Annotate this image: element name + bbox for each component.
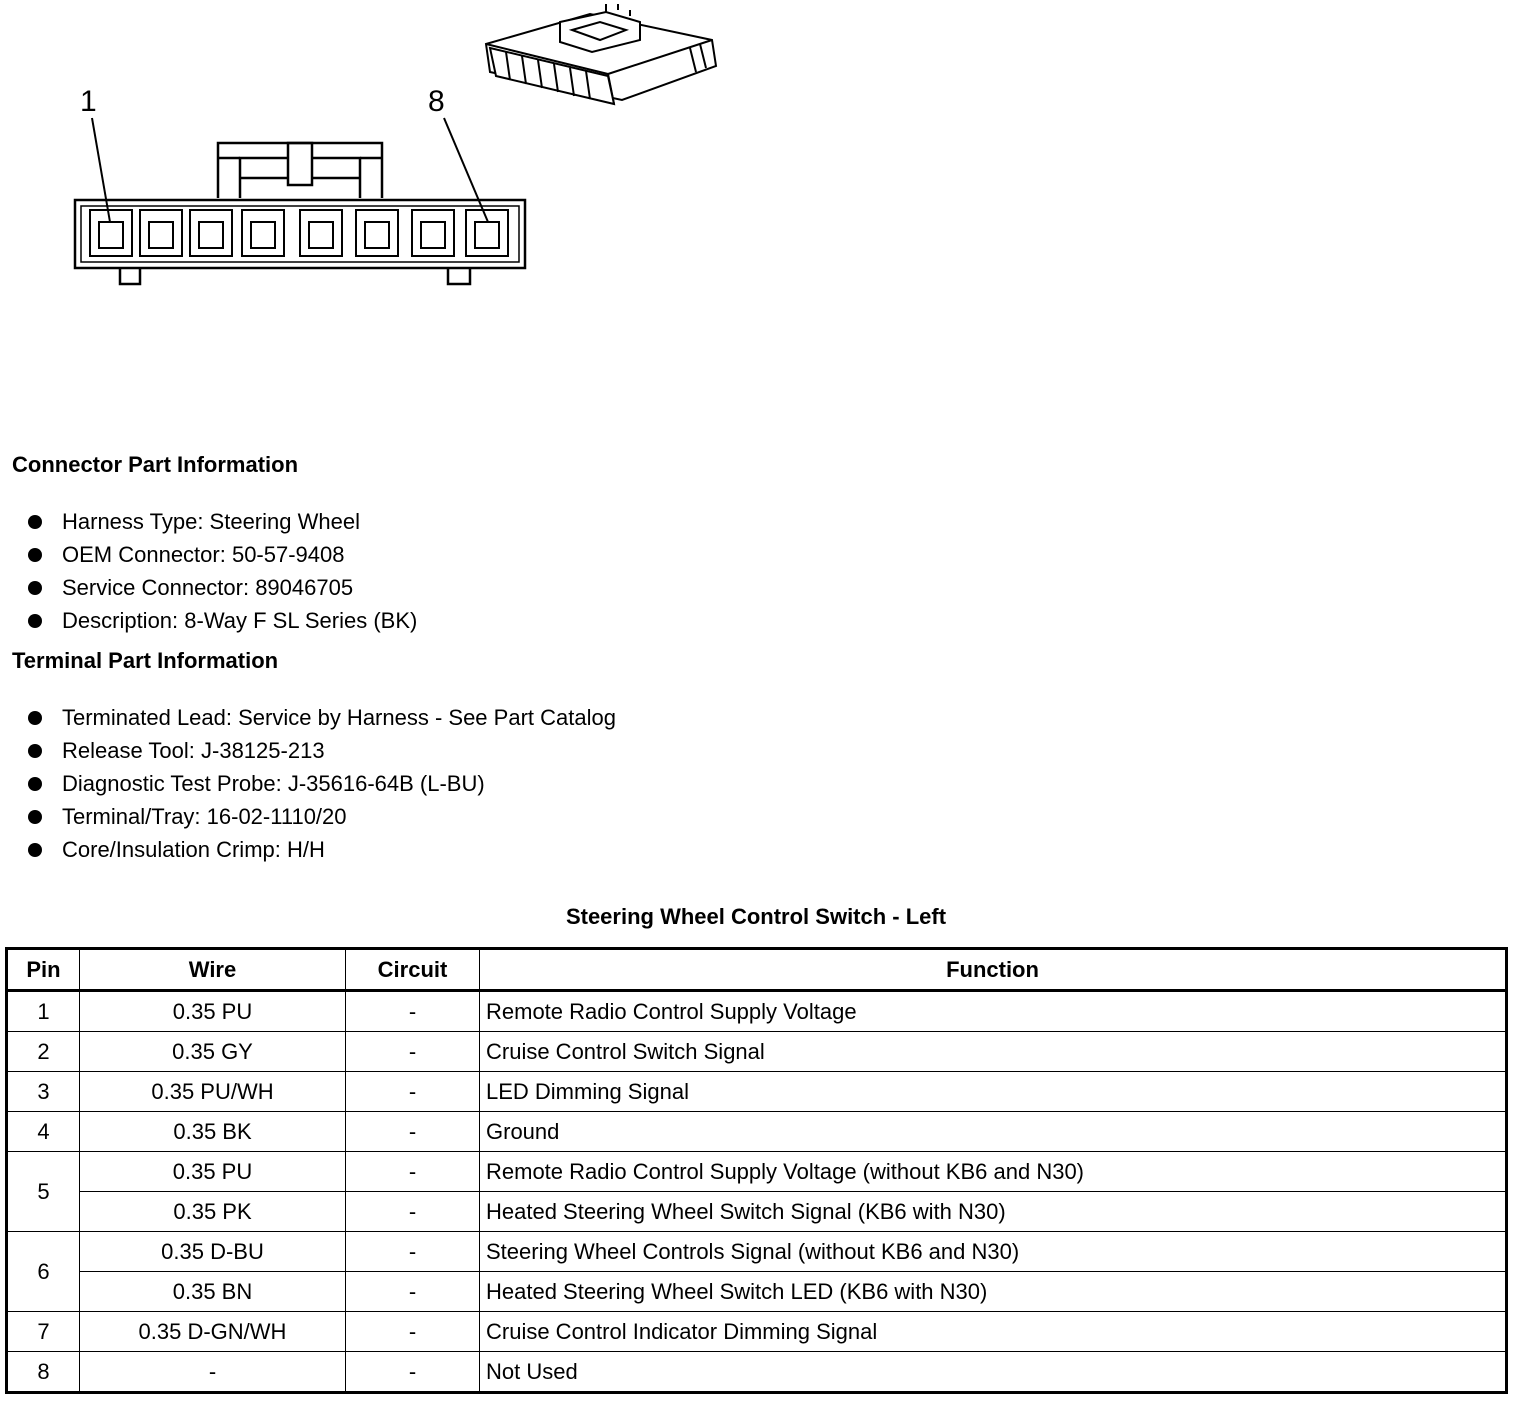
- cavity-4-inner: [251, 222, 275, 248]
- list-item: Harness Type: Steering Wheel: [28, 505, 417, 538]
- table-row: [7, 1032, 1507, 1072]
- function-cell: Remote Radio Control Supply Voltage: [480, 991, 1507, 1032]
- header-wire: Wire: [80, 949, 346, 991]
- wire-cell: 0.35 BN: [80, 1272, 346, 1312]
- pinout-table: [5, 947, 1508, 1394]
- table-row: [7, 1232, 1507, 1272]
- function-cell: Cruise Control Switch Signal: [480, 1032, 1507, 1072]
- cavity-5-inner: [309, 222, 333, 248]
- bullet-icon: [28, 843, 42, 857]
- bullet-icon: [28, 810, 42, 824]
- cavity-3-inner: [199, 222, 223, 248]
- wire-cell: 0.35 GY: [80, 1032, 346, 1072]
- pin-8-label: 8: [428, 85, 445, 118]
- list-item: Description: 8-Way F SL Series (BK): [28, 604, 417, 637]
- table-row: [7, 1192, 1507, 1232]
- terminal-cavities: [90, 210, 508, 256]
- list-item: Terminal/Tray: 16-02-1110/20: [28, 800, 616, 833]
- cavity-6-inner: [365, 222, 389, 248]
- wire-cell: 0.35 PK: [80, 1192, 346, 1232]
- circuit-cell: -: [346, 991, 480, 1032]
- table-row: [7, 1352, 1507, 1393]
- bullet-icon: [28, 711, 42, 725]
- connector-info-list: [28, 505, 417, 637]
- cavity-7: [412, 210, 454, 256]
- circuit-cell: -: [346, 1032, 480, 1072]
- header-circuit: Circuit: [346, 949, 480, 991]
- header-pin: Pin: [7, 949, 80, 991]
- list-item: Release Tool: J-38125-213: [28, 734, 616, 767]
- pin-cell: 7: [7, 1312, 80, 1352]
- wire-cell: 0.35 PU/WH: [80, 1072, 346, 1112]
- function-cell: Remote Radio Control Supply Voltage (without KB6 and N30): [480, 1152, 1507, 1192]
- circuit-cell: -: [346, 1112, 480, 1152]
- list-item: Terminated Lead: Service by Harness - See Part Catalog: [28, 701, 616, 734]
- circuit-cell: -: [346, 1272, 480, 1312]
- cavity-8: [466, 210, 508, 256]
- connector-front-view: [75, 118, 525, 284]
- function-cell: Cruise Control Indicator Dimming Signal: [480, 1312, 1507, 1352]
- circuit-cell: -: [346, 1352, 480, 1393]
- cavity-3: [190, 210, 232, 256]
- connector-3d-view: [486, 4, 716, 104]
- cavity-1: [90, 210, 132, 256]
- cavity-8-inner: [475, 222, 499, 248]
- cavity-7-inner: [421, 222, 445, 248]
- list-item: OEM Connector: 50-57-9408: [28, 538, 417, 571]
- cavity-4: [242, 210, 284, 256]
- wire-cell: 0.35 BK: [80, 1112, 346, 1152]
- bullet-icon: [28, 581, 42, 595]
- table-title: Steering Wheel Control Switch - Left: [565, 904, 947, 929]
- pin-cell: 4: [7, 1112, 80, 1152]
- wire-cell: 0.35 D-BU: [80, 1232, 346, 1272]
- list-item: Diagnostic Test Probe: J-35616-64B (L-BU): [28, 767, 616, 800]
- pin-1-label: 1: [80, 85, 97, 118]
- table-row: [7, 1152, 1507, 1192]
- circuit-cell: -: [346, 1232, 480, 1272]
- wire-cell: 0.35 D-GN/WH: [80, 1312, 346, 1352]
- circuit-cell: -: [346, 1312, 480, 1352]
- circuit-cell: -: [346, 1072, 480, 1112]
- circuit-cell: -: [346, 1152, 480, 1192]
- function-cell: Heated Steering Wheel Switch LED (KB6 with N30): [480, 1272, 1507, 1312]
- list-item: Service Connector: 89046705: [28, 571, 417, 604]
- table-row: [7, 991, 1507, 1032]
- bullet-icon: [28, 548, 42, 562]
- cavity-2-inner: [149, 222, 173, 248]
- table-row: [7, 1312, 1507, 1352]
- pin-cell: 1: [7, 991, 80, 1032]
- function-cell: Heated Steering Wheel Switch Signal (KB6 with N30): [480, 1192, 1507, 1232]
- bullet-icon: [28, 777, 42, 791]
- pin-cell: 5: [7, 1152, 80, 1232]
- wire-cell: 0.35 PU: [80, 1152, 346, 1192]
- terminal-info-list: [28, 701, 616, 866]
- bullet-icon: [28, 744, 42, 758]
- pin-cell: 6: [7, 1232, 80, 1312]
- pin-cell: 8: [7, 1352, 80, 1393]
- wire-cell: -: [80, 1352, 346, 1393]
- table-row: [7, 1072, 1507, 1112]
- bullet-icon: [28, 515, 42, 529]
- connector-diagram: [0, 0, 760, 300]
- cavity-2: [140, 210, 182, 256]
- function-cell: Steering Wheel Controls Signal (without KB6 and N30): [480, 1232, 1507, 1272]
- header-function: Function: [480, 949, 1507, 991]
- circuit-cell: -: [346, 1192, 480, 1232]
- bullet-icon: [28, 614, 42, 628]
- cavity-6: [356, 210, 398, 256]
- table-header-row: [7, 949, 1507, 991]
- terminal-info-heading: Terminal Part Information: [12, 648, 279, 673]
- list-item: Core/Insulation Crimp: H/H: [28, 833, 616, 866]
- pin-cell: 2: [7, 1032, 80, 1072]
- cavity-1-inner: [99, 222, 123, 248]
- function-cell: LED Dimming Signal: [480, 1072, 1507, 1112]
- function-cell: Ground: [480, 1112, 1507, 1152]
- table-row: [7, 1112, 1507, 1152]
- pin-cell: 3: [7, 1072, 80, 1112]
- function-cell: Not Used: [480, 1352, 1507, 1393]
- table-row: [7, 1272, 1507, 1312]
- cavity-5: [300, 210, 342, 256]
- connector-info-heading: Connector Part Information: [12, 452, 299, 477]
- wire-cell: 0.35 PU: [80, 991, 346, 1032]
